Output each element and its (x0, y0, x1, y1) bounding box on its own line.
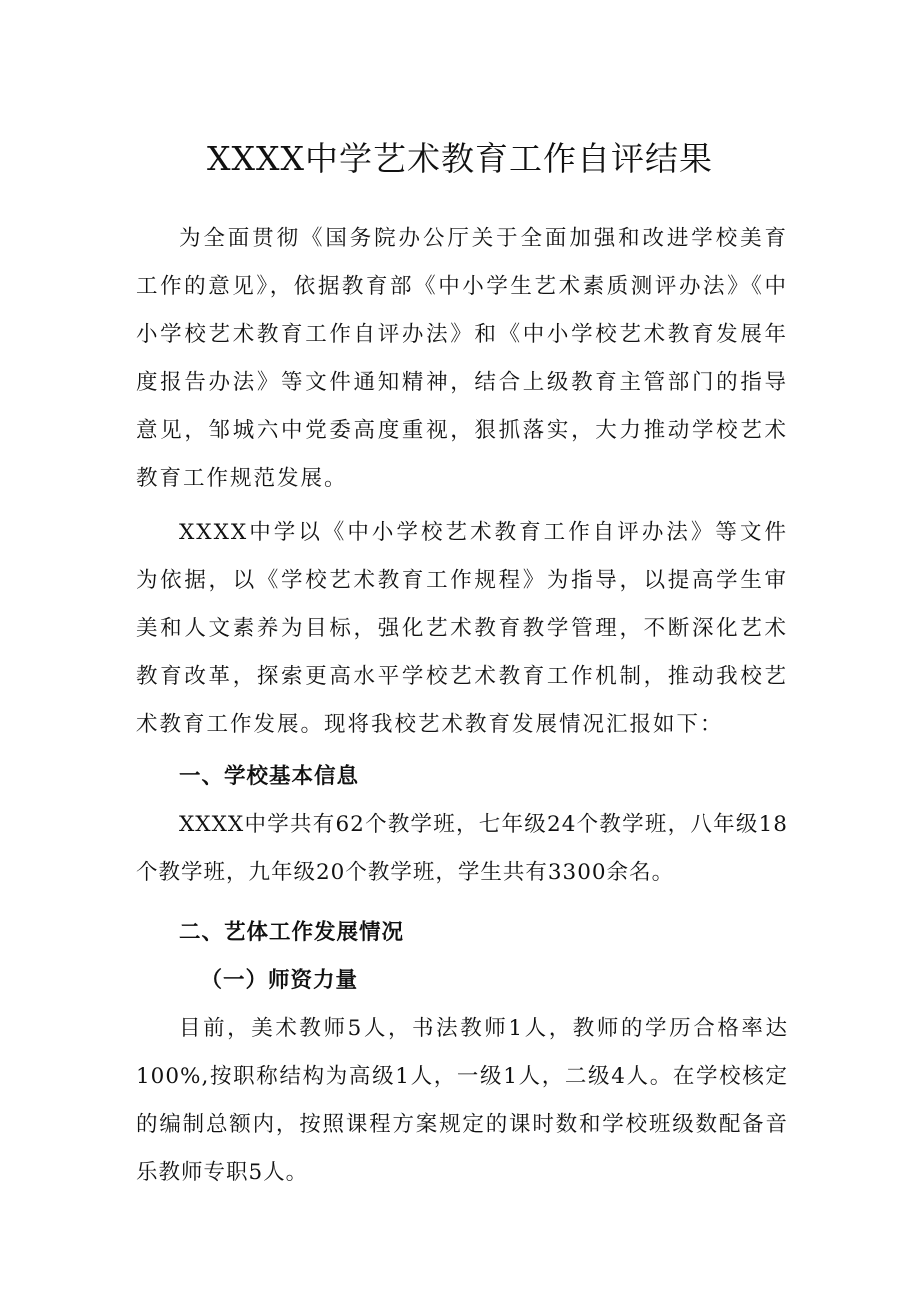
document-title: XXXX中学艺术教育工作自评结果 (207, 139, 713, 179)
document-body (136, 215, 788, 1197)
subsection-1-paragraph: 目前，美术教师5人，书法教师1人，教师的学历合格率达100%,按职称结构为高级1人，一级1人，二级4人。在学校核定的编制总额内，按照课程方案规定的课时数和学校班级数配备音乐教师专职5人。 (136, 1016, 788, 1185)
section-1-heading: 一、学校基本信息 (179, 764, 360, 789)
intro-paragraph-1: 为全面贯彻《国务院办公厅关于全面加强和改进学校美育工作的意见》，依据教育部《中小学生艺术素质测评办法》《中小学校艺术教育工作自评办法》和《中小学校艺术教育发展年度报告办法》等文件通知精神，结合上级教育主管部门的指导意见，邹城六中党委高度重视，狠抓落实，大力推动学校艺术教育工作规范发展。 (136, 226, 788, 491)
intro-paragraph-2: XXXX中学以《中小学校艺术教育工作自评办法》等文件为依据，以《学校艺术教育工作规程》为指导，以提高学生审美和人文素养为目标，强化艺术教育教学管理，不断深化艺术教育改革，探索更高水平学校艺术教育工作机制，推动我校艺术教育工作发展。现将我校艺术教育发展情况汇报如下： (136, 520, 788, 737)
section-2-heading: 二、艺体工作发展情况 (179, 920, 405, 945)
subsection-1-heading: （一）师资力量 (200, 968, 359, 993)
section-1-paragraph: XXXX中学共有62个教学班，七年级24个教学班，八年级18个教学班，九年级20个教学班，学生共有3300余名。 (136, 812, 788, 885)
